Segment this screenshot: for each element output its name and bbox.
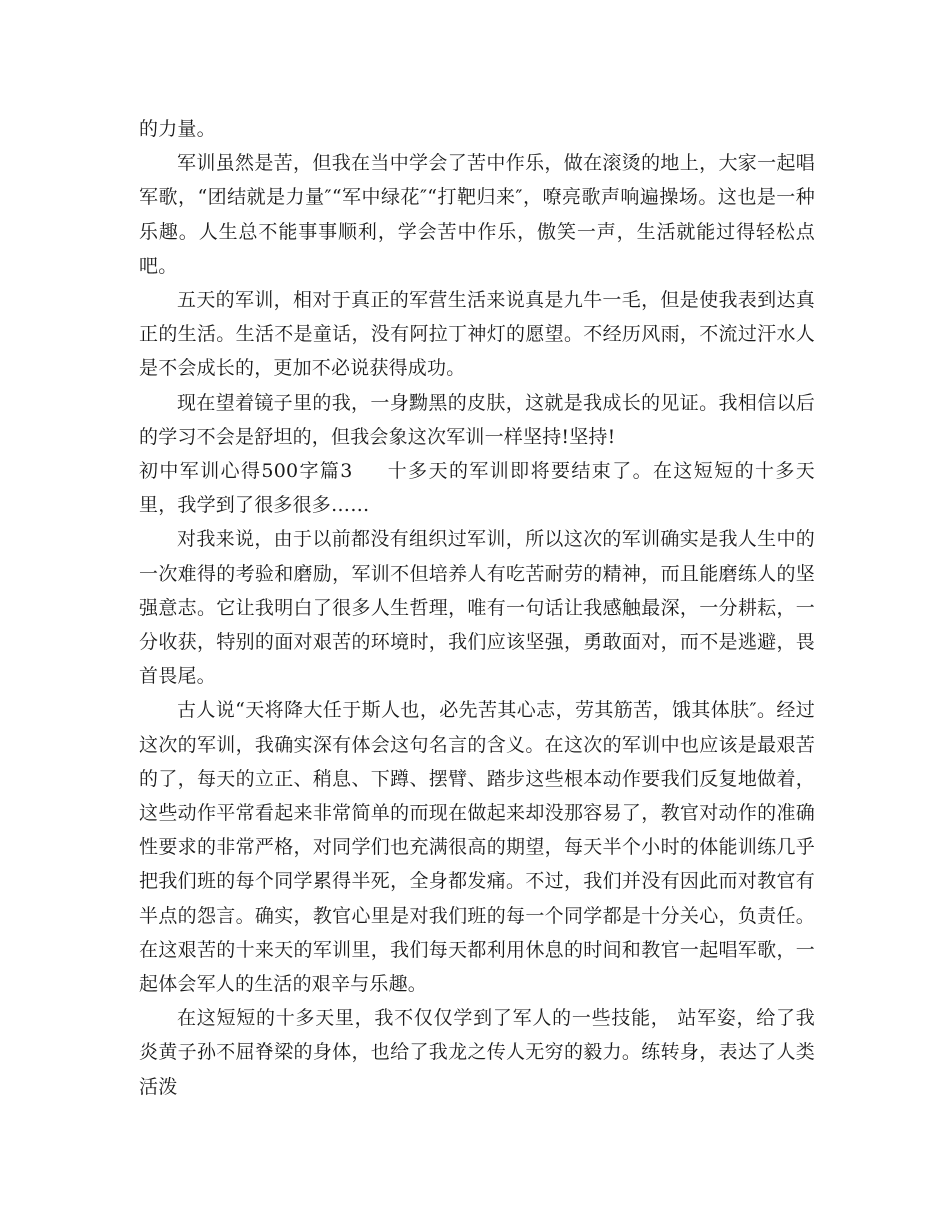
- paragraph-2: 军训虽然是苦，但我在当中学会了苦中作乐，做在滚烫的地上，大家一起唱军歌，“团结就是力量″“军中绿花″“打靶归来″，嘹亮歌声响遍操场。这也是一种乐趣。人生总不能事事顺利，学会苦中作乐，傲笑一声，生活就能过得轻松点吧。: [139, 152, 815, 277]
- document-body: [139, 112, 815, 1104]
- paragraph-7: 在这短短的十多天里，我不仅仅学到了军人的一些技能， 站军姿，给了我炎黄子孙不屈脊梁的身体，也给了我龙之传人无穷的毅力。练转身，表达了人类活泼: [139, 1007, 815, 1098]
- section-heading-line: [139, 454, 815, 522]
- section-title: 初中军训心得500字篇3: [139, 460, 353, 483]
- paragraph-3: 五天的军训，相对于真正的军营生活来说真是九牛一毛，但是使我表到达真正的生活。生活不是童话，没有阿拉丁神灯的愿望。不经历风雨，不流过汗水人是不会成长的，更加不必说获得成功。: [139, 289, 815, 380]
- paragraph-4: 现在望着镜子里的我，一身黝黑的皮肤，这就是我成长的见证。我相信以后的学习不会是舒坦的，但我会象这次军训一样坚持!坚持!: [139, 391, 815, 448]
- paragraph-1: 的力量。: [139, 118, 216, 140]
- section-intro-text: 十多天的军训即将要结束了。在这短短的十多天里，我学到了很多很多……: [139, 460, 816, 517]
- paragraph-5: 对我来说，由于以前都没有组织过军训，所以这次的军训确实是我人生中的一次难得的考验和磨励，军训不但培养人有吃苦耐劳的精神，而且能磨练人的坚强意志。它让我明白了很多人生哲理，唯有一句话让我感触最深，一分耕耘，一分收获，特别的面对艰苦的环境时，我们应该坚强，勇敢面对，而不是逃避，畏首畏尾。: [139, 528, 815, 688]
- paragraph-6: 古人说“天将降大任于斯人也，必先苦其心志，劳其筋苦，饿其体肤″。经过这次的军训，我确实深有体会这句名言的含义。在这次的军训中也应该是最艰苦的了，每天的立正、稍息、下蹲、摆臂、踏步这些根本动作要我们反复地做着，这些动作平常看起来非常简单的而现在做起来却没那容易了，教官对动作的准确性要求的非常严格，对同学们也充满很高的期望，每天半个小时的体能训练几乎把我们班的每个同学累得半死，全身都发痛。不过，我们并没有因此而对教官有半点的怨言。确实，教官心里是对我们班的每一个同学都是十分关心，负责任。在这艰苦的十来天的军训里，我们每天都利用休息的时间和教官一起唱军歌，一起体会军人的生活的艰辛与乐趣。: [139, 699, 815, 996]
